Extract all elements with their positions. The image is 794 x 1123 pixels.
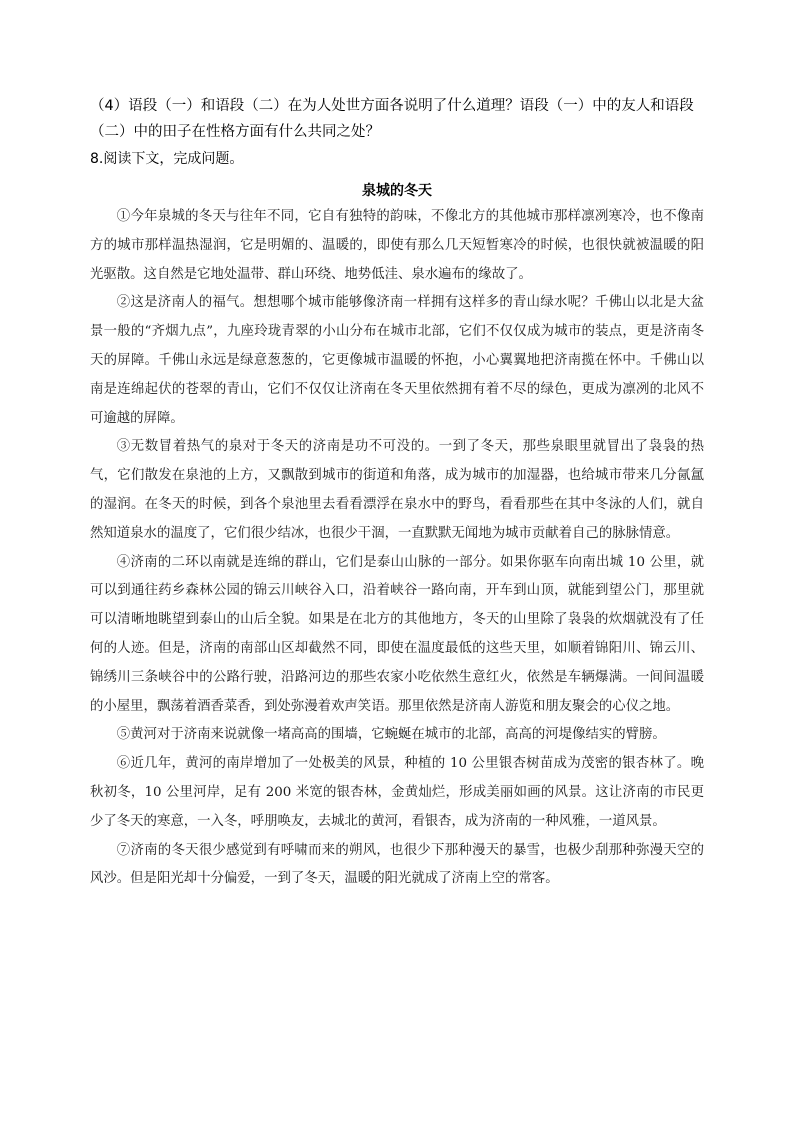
article-paragraph-7: ⑦济南的冬天很少感觉到有呼啸而来的朔风，也很少下那种漫天的暴雪，也极少刮那种弥漫天空的风沙。但是阳光却十分偏爱，一到了冬天，温暖的阳光就成了济南上空的常客。 [90,842,704,887]
article-paragraph-3: ③无数冒着热气的泉对于冬天的济南是功不可没的。一到了冬天，那些泉眼里就冒出了袅袅的热气，它们散发在泉池的上方，又飘散到城市的街道和角落，成为城市的加湿器，也给城市带来几分氤氲的湿润。在冬天的时候，到各个泉池里去看看漂浮在泉水中的野鸟，看看那些在其中冬泳的人们，就自然知道泉水的温度了，它们很少结冰，也很少干涸，一直默默无闻地为城市贡献着自己的脉脉情意。 [90,439,704,541]
article-body [90,203,704,894]
question-4-text: （4）语段（一）和语段（二）在为人处世方面各说明了什么道理？语段（一）中的友人和语段（二）中的田子在性格方面有什么共同之处？ [90,98,694,140]
article-paragraph-5: ⑤黄河对于济南来说就像一堵高高的围墙，它蜿蜒在城市的北部，高高的河堤像结实的臂膀。 [116,727,666,743]
article-paragraph-6: ⑥近几年，黄河的南岸增加了一处极美的风景，种植的 10 公里银杏树苗成为茂密的银杏林了。晚秋初冬，10 公里河岸，足有 200 米宽的银杏林，金黄灿烂，形成美丽如画的风景。这让济南的市民更少了冬天的寒意，一入冬，呼朋唤友，去城北的黄河，看银杏，成为济南的一种风雅，一道风景。 [90,756,704,829]
article-paragraph-4: ④济南的二环以南就是连绵的群山，它们是泰山山脉的一部分。如果你驱车向南出城 10 公里，就可以到通往药乡森林公园的锦云川峡谷入口，沿着峡谷一路向南，开车到山顶，就能到望公门，那里就可以清晰地眺望到泰山的山后全貌。如果是在北方的其他地方，冬天的山里除了袅袅的炊烟就没有了任何的人迹。但是，济南的南部山区却截然不同，即使在温度最低的这些天里，如顺着锦阳川、锦云川、锦绣川三条峡谷中的公路行驶，沿路河边的那些农家小吃依然生意红火，依然是车辆爆满。一间间温暖的小屋里，飘荡着酒香菜香，到处弥漫着欢声笑语。那里依然是济南人游览和朋友聚会的心仪之地。 [90,554,704,714]
article-paragraph-1: ①今年泉城的冬天与往年不同，它自有独特的韵味，不像北方的其他城市那样凛冽寒冷，也不像南方的城市那样温热湿润，它是明媚的、温暖的，即使有那么几天短暂寒冷的时候，也很快就被温暖的阳光驱散。这自然是它地处温带、群山环绕、地势低洼、泉水遍布的缘故了。 [90,209,704,282]
article-title: 泉城的冬天 [362,183,432,199]
question-8-prompt: 8.阅读下文，完成问题。 [90,151,244,167]
article-paragraph-2: ②这是济南人的福气。想想哪个城市能够像济南一样拥有这样多的青山绿水呢？千佛山以北是大盆景一般的“齐烟九点”，九座玲珑青翠的小山分布在城市北部，它们不仅仅成为城市的装点，更是济南冬天的屏障。千佛山永远是绿意葱葱的，它更像城市温暖的怀抱，小心翼翼地把济南揽在怀中。千佛山以南是连绵起伏的苍翠的青山，它们不仅仅让济南在冬天里依然拥有着不尽的绿色，更成为凛冽的北风不可逾越的屏障。 [90,295,704,426]
